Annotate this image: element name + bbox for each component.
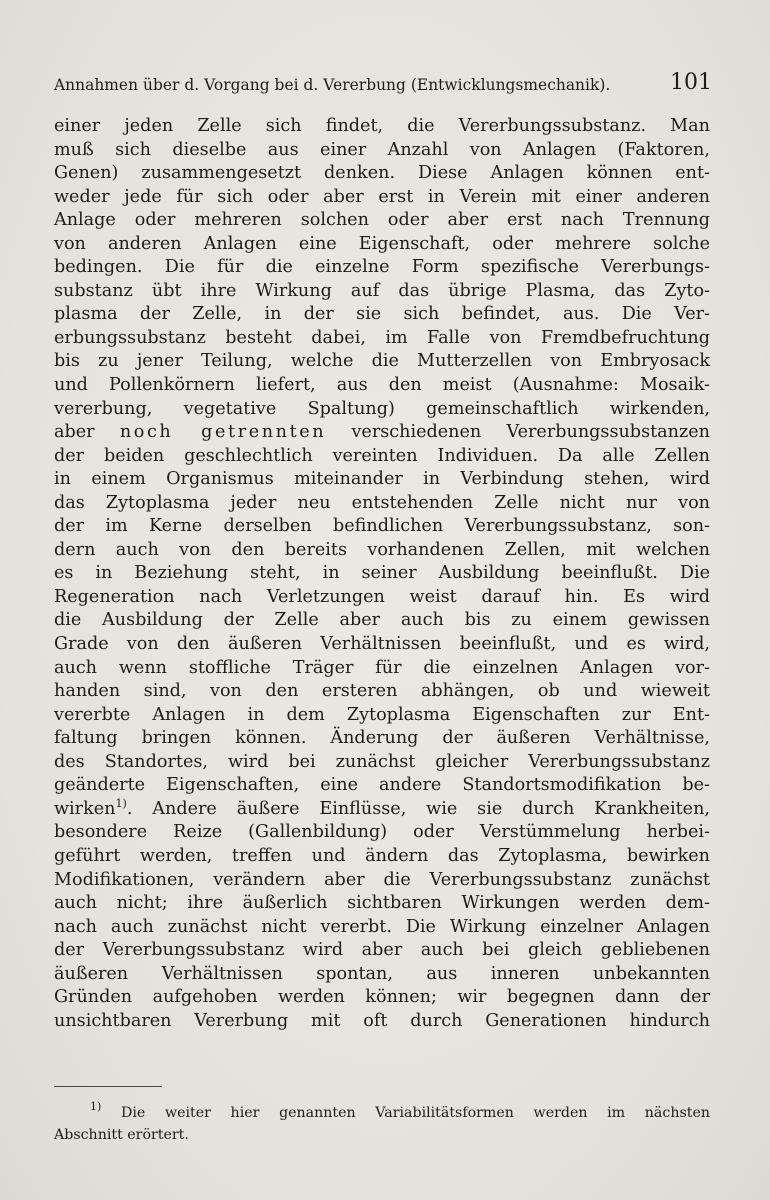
footnote-text: Die weiter hier genannten Variabilitätsformen werden im nächsten [120, 1105, 710, 1121]
text-line: der Vererbungssubstanz wird aber auch bei gleich gebliebenen [54, 940, 710, 961]
text-line: Genen) zusammengesetzt denken. Diese Anlagen können ent- [54, 163, 710, 184]
footnote-reference[interactable]: 1) [115, 796, 127, 810]
text-segment: wirken [54, 798, 116, 819]
footnote [54, 1102, 710, 1146]
text-line: Anlage oder mehreren solchen oder aber erst nach Trennung [54, 210, 710, 231]
text-line: substanz übt ihre Wirkung auf das übrige Plasma, das Zyto- [54, 280, 710, 301]
text-line: des Standortes, wird bei zunächst gleicher Vererbungssubstanz [54, 751, 710, 772]
text-line: äußeren Verhältnissen spontan, aus inneren unbekannten [54, 963, 710, 984]
text-line-with-footnote-ref [54, 798, 710, 822]
text-line: bedingen. Die für die einzelne Form spezifische Vererbungs- [54, 257, 710, 278]
text-line: Regeneration nach Verletzungen weist darauf hin. Es wird [54, 586, 710, 607]
text-line: von anderen Anlagen eine Eigenschaft, oder mehrere solche [54, 233, 710, 254]
running-title: Annahmen über d. Vorgang bei d. Vererbung (Entwicklungsmechanik). [54, 76, 611, 94]
body-text [54, 115, 710, 1033]
footnote-line [54, 1102, 710, 1124]
text-segment: aber [54, 422, 95, 443]
text-line: die Ausbildung der Zelle aber auch bis zu einem gewissen [54, 610, 710, 631]
text-line: auch wenn stoffliche Träger für die einzelnen Anlagen vor- [54, 657, 710, 678]
text-line: Modifikationen, verändern aber die Vererbungssubstanz zunächst [54, 869, 710, 890]
text-line: geführt werden, treffen und ändern das Zytoplasma, bewirken [54, 845, 710, 866]
text-line: besondere Reize (Gallenbildung) oder Verstümmelung herbei- [54, 822, 710, 843]
text-line: erbungssubstanz besteht dabei, im Falle von Fremdbefruchtung [54, 327, 710, 348]
spaced-emphasis: noch getrennten [119, 422, 327, 443]
text-line: der beiden geschlechtlich vereinten Individuen. Da alle Zellen [54, 445, 710, 466]
text-line: weder jede für sich oder aber erst in Verein mit einer anderen [54, 186, 710, 207]
running-head [54, 70, 712, 100]
text-line: unsichtbaren Vererbung mit oft durch Generationen hindurch [54, 1010, 710, 1031]
text-line: vererbte Anlagen in dem Zytoplasma Eigenschaften zur Ent- [54, 704, 710, 725]
text-line-emphasis [54, 421, 710, 445]
text-line: in einem Organismus miteinander in Verbindung stehen, wird [54, 469, 710, 490]
text-line: auch nicht; ihre äußerlich sichtbaren Wirkungen werden dem- [54, 893, 710, 914]
text-line: einer jeden Zelle sich findet, die Vererbungssubstanz. Man [54, 116, 710, 136]
text-line: nach auch zunächst nicht vererbt. Die Wirkung einzelner Anlagen [54, 916, 710, 937]
text-line: Grade von den äußeren Verhältnissen beeinflußt, und es wird, [54, 634, 710, 655]
text-line: der im Kerne derselben befindlichen Vererbungssubstanz, son- [54, 516, 710, 537]
text-line: vererbung, vegetative Spaltung) gemeinschaftlich wirkenden, [54, 398, 710, 419]
text-line: Gründen aufgehoben werden können; wir begegnen dann der [54, 987, 710, 1008]
text-line: bis zu jener Teilung, welche die Mutterzellen von Embryosack [54, 351, 710, 372]
text-line: handen sind, von den ersteren abhängen, ob und wieweit [54, 681, 710, 702]
text-line: dern auch von den bereits vorhandenen Zellen, mit welchen [54, 539, 710, 560]
text-segment: verschiedenen Vererbungssubstanzen [351, 422, 710, 443]
text-segment: . Andere äußere Einflüsse, wie sie durch Krankheiten, [126, 798, 710, 819]
text-line: plasma der Zelle, in der sie sich befindet, aus. Die Ver- [54, 304, 710, 325]
footnote-line: Abschnitt erörtert. [54, 1127, 189, 1143]
page-number: 101 [670, 70, 712, 95]
text-line: das Zytoplasma jeder neu entstehenden Zelle nicht nur von [54, 492, 710, 513]
text-line: es in Beziehung steht, in seiner Ausbildung beeinflußt. Die [54, 563, 710, 584]
footnote-divider [54, 1086, 162, 1087]
footnote-marker: 1) [90, 1100, 102, 1113]
text-line: geänderte Eigenschaften, eine andere Standortsmodifikation be- [54, 775, 710, 796]
text-line: und Pollenkörnern liefert, aus den meist (Ausnahme: Mosaik- [54, 375, 710, 396]
text-line: muß sich dieselbe aus einer Anzahl von Anlagen (Faktoren, [54, 139, 710, 160]
text-line: faltung bringen können. Änderung der äußeren Verhältnisse, [54, 728, 710, 749]
